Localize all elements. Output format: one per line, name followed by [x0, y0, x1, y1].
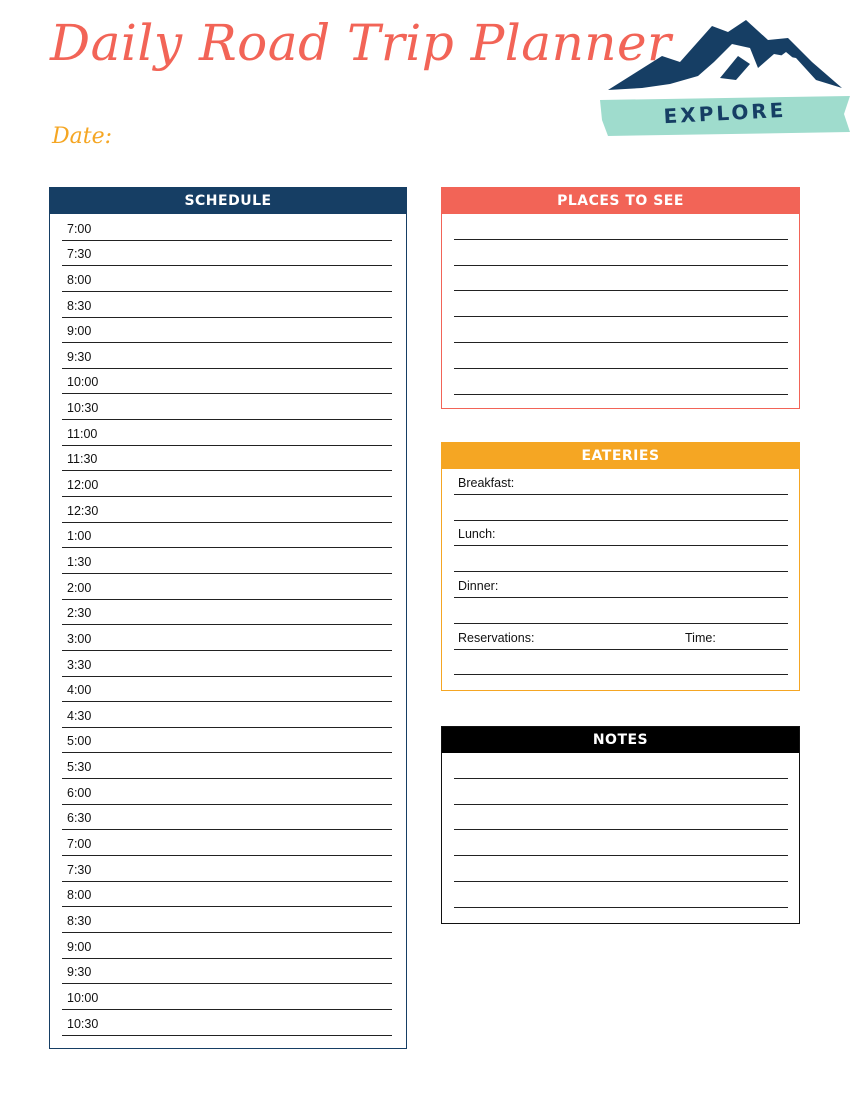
breakfast-label: Breakfast: — [458, 475, 515, 490]
blank-line[interactable] — [454, 546, 788, 572]
schedule-box — [49, 187, 407, 1049]
schedule-slot[interactable] — [62, 625, 392, 651]
time-label: 1:30 — [67, 554, 92, 569]
schedule-slot[interactable] — [62, 266, 392, 292]
schedule-slot[interactable] — [62, 343, 392, 369]
schedule-slot[interactable] — [62, 574, 392, 600]
time-label: 2:00 — [67, 580, 92, 595]
time-label: 8:00 — [67, 272, 92, 287]
schedule-slot[interactable] — [62, 523, 392, 549]
time-label: 7:00 — [67, 837, 92, 852]
breakfast-line[interactable] — [454, 469, 788, 495]
notes-box — [441, 726, 800, 924]
time-label: 10:00 — [67, 990, 99, 1005]
schedule-slot[interactable] — [62, 369, 392, 395]
places-heading: PLACES TO SEE — [442, 188, 799, 214]
schedule-slot[interactable] — [62, 959, 392, 985]
schedule-slot[interactable] — [62, 907, 392, 933]
places-lines — [442, 214, 799, 395]
blank-line[interactable] — [454, 317, 788, 343]
time-label: 2:30 — [67, 606, 92, 621]
blank-line[interactable] — [454, 214, 788, 240]
blank-line[interactable] — [454, 856, 788, 882]
time-label: 10:00 — [67, 375, 99, 390]
page-title: Daily Road Trip Planner — [50, 14, 672, 72]
blank-line[interactable] — [454, 240, 788, 266]
time-label: 7:00 — [67, 221, 92, 236]
time-label: 5:00 — [67, 734, 92, 749]
time-label: 5:30 — [67, 760, 92, 775]
schedule-slot[interactable] — [62, 446, 392, 472]
notes-lines — [442, 753, 799, 908]
schedule-slot[interactable] — [62, 856, 392, 882]
date-label: Date: — [52, 124, 113, 149]
schedule-slot[interactable] — [62, 805, 392, 831]
time-label: 9:00 — [67, 324, 92, 339]
time-label: Time: — [685, 630, 716, 645]
explore-logo — [600, 18, 850, 143]
schedule-slot[interactable] — [62, 702, 392, 728]
eateries-heading: EATERIES — [442, 443, 799, 469]
time-label: 3:00 — [67, 631, 92, 646]
time-label: 10:30 — [67, 401, 99, 416]
notes-heading: NOTES — [442, 727, 799, 753]
schedule-slots — [50, 214, 406, 1036]
schedule-slot[interactable] — [62, 677, 392, 703]
time-label: 8:30 — [67, 298, 92, 313]
schedule-slot[interactable] — [62, 779, 392, 805]
time-label: 6:30 — [67, 811, 92, 826]
schedule-slot[interactable] — [62, 318, 392, 344]
dinner-line[interactable] — [454, 572, 788, 598]
schedule-slot[interactable] — [62, 420, 392, 446]
time-label: 4:30 — [67, 708, 92, 723]
time-label: 12:30 — [67, 503, 99, 518]
time-label: 7:30 — [67, 862, 92, 877]
time-label: 11:30 — [67, 452, 98, 467]
time-label: 6:00 — [67, 785, 92, 800]
time-label: 10:30 — [67, 1016, 99, 1031]
schedule-slot[interactable] — [62, 292, 392, 318]
time-label: 4:00 — [67, 683, 92, 698]
logo-text: EXPLORE — [663, 97, 787, 129]
schedule-slot[interactable] — [62, 241, 392, 267]
time-label: 8:30 — [67, 913, 92, 928]
schedule-slot[interactable] — [62, 394, 392, 420]
blank-line[interactable] — [454, 266, 788, 292]
reservations-line[interactable] — [454, 624, 788, 650]
schedule-slot[interactable] — [62, 830, 392, 856]
eateries-box — [441, 442, 800, 691]
time-label: 9:00 — [67, 939, 92, 954]
time-label: 9:30 — [67, 965, 92, 980]
blank-line[interactable] — [454, 291, 788, 317]
schedule-slot[interactable] — [62, 471, 392, 497]
schedule-slot[interactable] — [62, 497, 392, 523]
places-box — [441, 187, 800, 409]
schedule-heading: SCHEDULE — [50, 188, 406, 214]
blank-line[interactable] — [454, 650, 788, 676]
lunch-label: Lunch: — [458, 527, 496, 542]
schedule-slot[interactable] — [62, 548, 392, 574]
time-label: 7:30 — [67, 247, 92, 262]
time-label: 11:00 — [67, 426, 98, 441]
time-label: 8:00 — [67, 888, 92, 903]
schedule-slot[interactable] — [62, 753, 392, 779]
schedule-slot[interactable] — [62, 651, 392, 677]
blank-line[interactable] — [454, 830, 788, 856]
time-label: 9:30 — [67, 349, 92, 364]
lunch-line[interactable] — [454, 521, 788, 547]
blank-line[interactable] — [454, 495, 788, 521]
time-label: 12:00 — [67, 478, 99, 493]
schedule-slot[interactable] — [62, 600, 392, 626]
schedule-slot[interactable] — [62, 215, 392, 241]
dinner-label: Dinner: — [458, 578, 499, 593]
schedule-slot[interactable] — [62, 984, 392, 1010]
blank-line[interactable] — [454, 805, 788, 831]
blank-line[interactable] — [454, 598, 788, 624]
schedule-slot[interactable] — [62, 1010, 392, 1036]
schedule-slot[interactable] — [62, 882, 392, 908]
schedule-slot[interactable] — [62, 933, 392, 959]
reservations-label: Reservations: — [458, 630, 535, 645]
blank-line[interactable] — [454, 882, 788, 908]
time-label: 1:00 — [67, 529, 92, 544]
schedule-slot[interactable] — [62, 728, 392, 754]
blank-line[interactable] — [454, 343, 788, 369]
blank-line[interactable] — [454, 779, 788, 805]
time-label: 3:30 — [67, 657, 92, 672]
blank-line[interactable] — [454, 369, 788, 395]
blank-line[interactable] — [454, 753, 788, 779]
